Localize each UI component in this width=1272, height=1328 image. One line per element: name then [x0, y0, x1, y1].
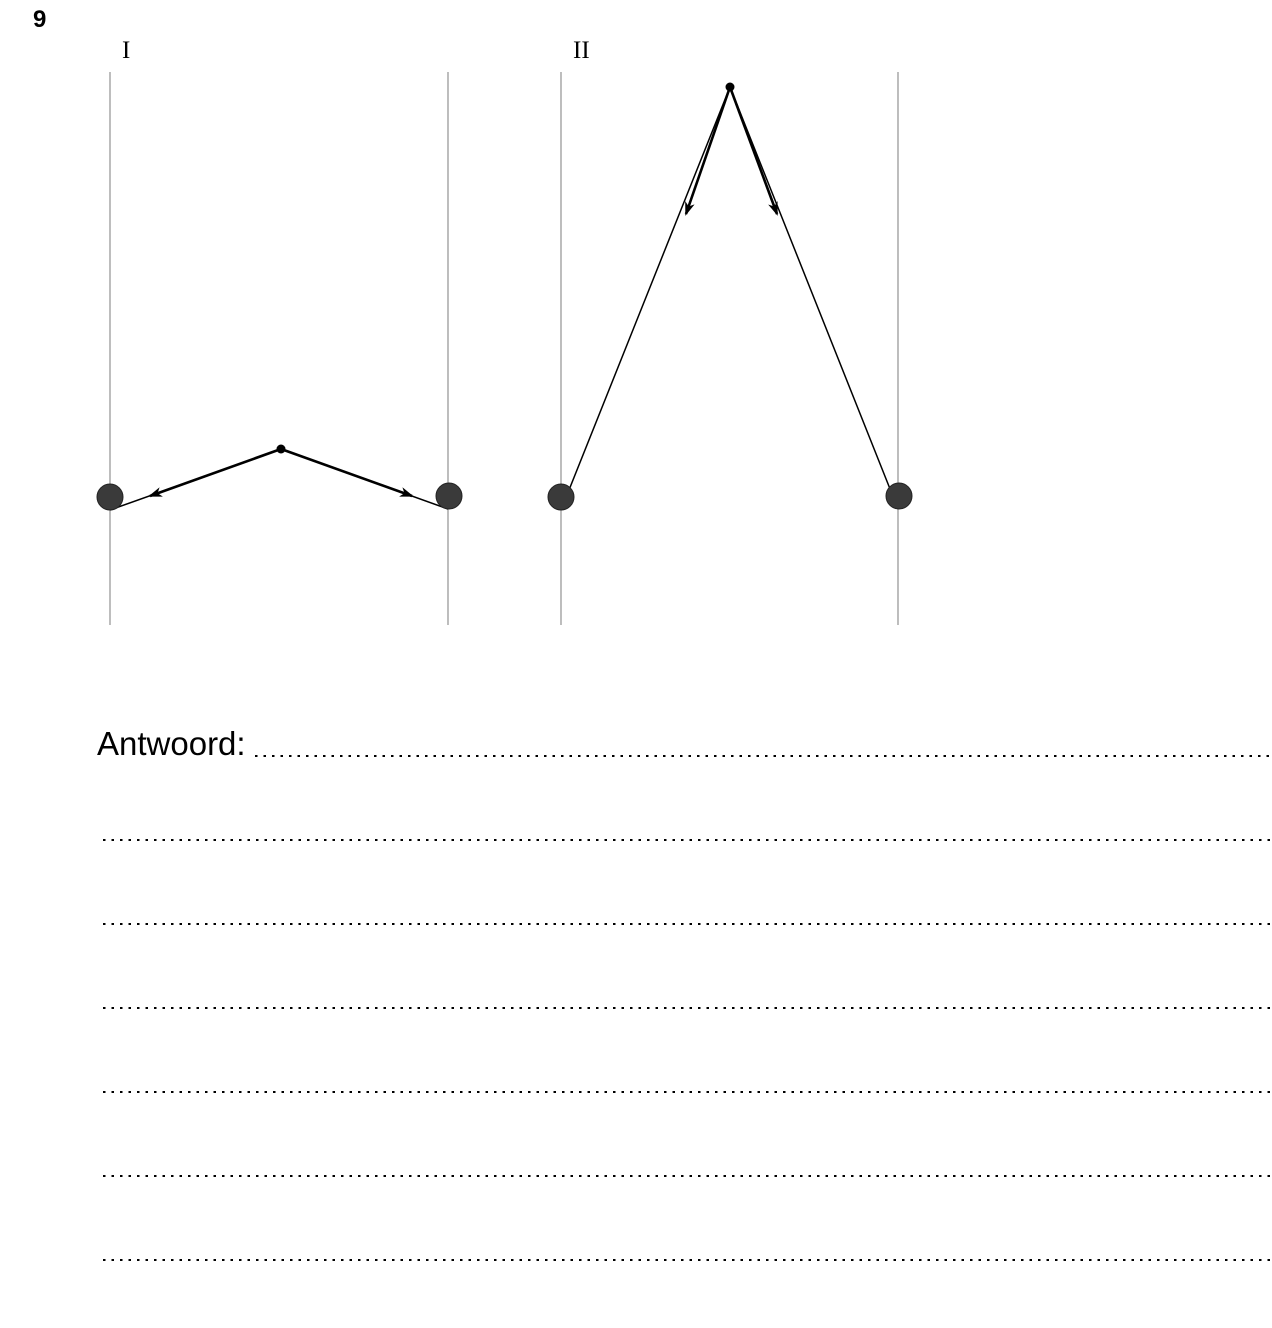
- answer-line[interactable]: [97, 1060, 1272, 1144]
- panel-I-pivot: [277, 445, 286, 454]
- answer-area[interactable]: [97, 724, 1272, 1312]
- panel-II-left-ball: [548, 484, 574, 510]
- panel-II-right-ball: [886, 483, 912, 509]
- panel-II-left-string: [561, 87, 730, 510]
- dotted-line: [100, 1259, 1272, 1261]
- answer-line[interactable]: [97, 892, 1272, 976]
- dotted-line: [100, 1007, 1272, 1009]
- panel-II-right-arrow: [730, 87, 777, 214]
- dotted-line: [100, 923, 1272, 925]
- answer-prefix: Antwoord:: [97, 725, 246, 762]
- panel-II-left-arrow: [686, 87, 730, 214]
- panel-I-label: I: [122, 37, 131, 64]
- panel-I-right-arrow: [281, 449, 412, 496]
- answer-line[interactable]: [97, 724, 1272, 808]
- panel-I-left-ball: [97, 484, 123, 510]
- diagram: [0, 0, 1272, 660]
- answer-line[interactable]: [97, 976, 1272, 1060]
- dotted-line: [100, 839, 1272, 841]
- dotted-line: [252, 755, 1272, 757]
- panel-I-right-ball: [436, 483, 462, 509]
- answer-line[interactable]: [97, 1228, 1272, 1312]
- panel-II-pivot: [726, 83, 735, 92]
- panel-II-right-string: [730, 87, 898, 509]
- question-number: 9: [33, 6, 47, 33]
- panel-II-label: II: [573, 37, 590, 64]
- dotted-line: [100, 1175, 1272, 1177]
- panel-I-left-arrow: [150, 449, 281, 496]
- dotted-line: [100, 1091, 1272, 1093]
- panel-I: [97, 37, 462, 625]
- answer-line[interactable]: [97, 808, 1272, 892]
- panel-II: [548, 37, 912, 625]
- answer-line[interactable]: [97, 1144, 1272, 1228]
